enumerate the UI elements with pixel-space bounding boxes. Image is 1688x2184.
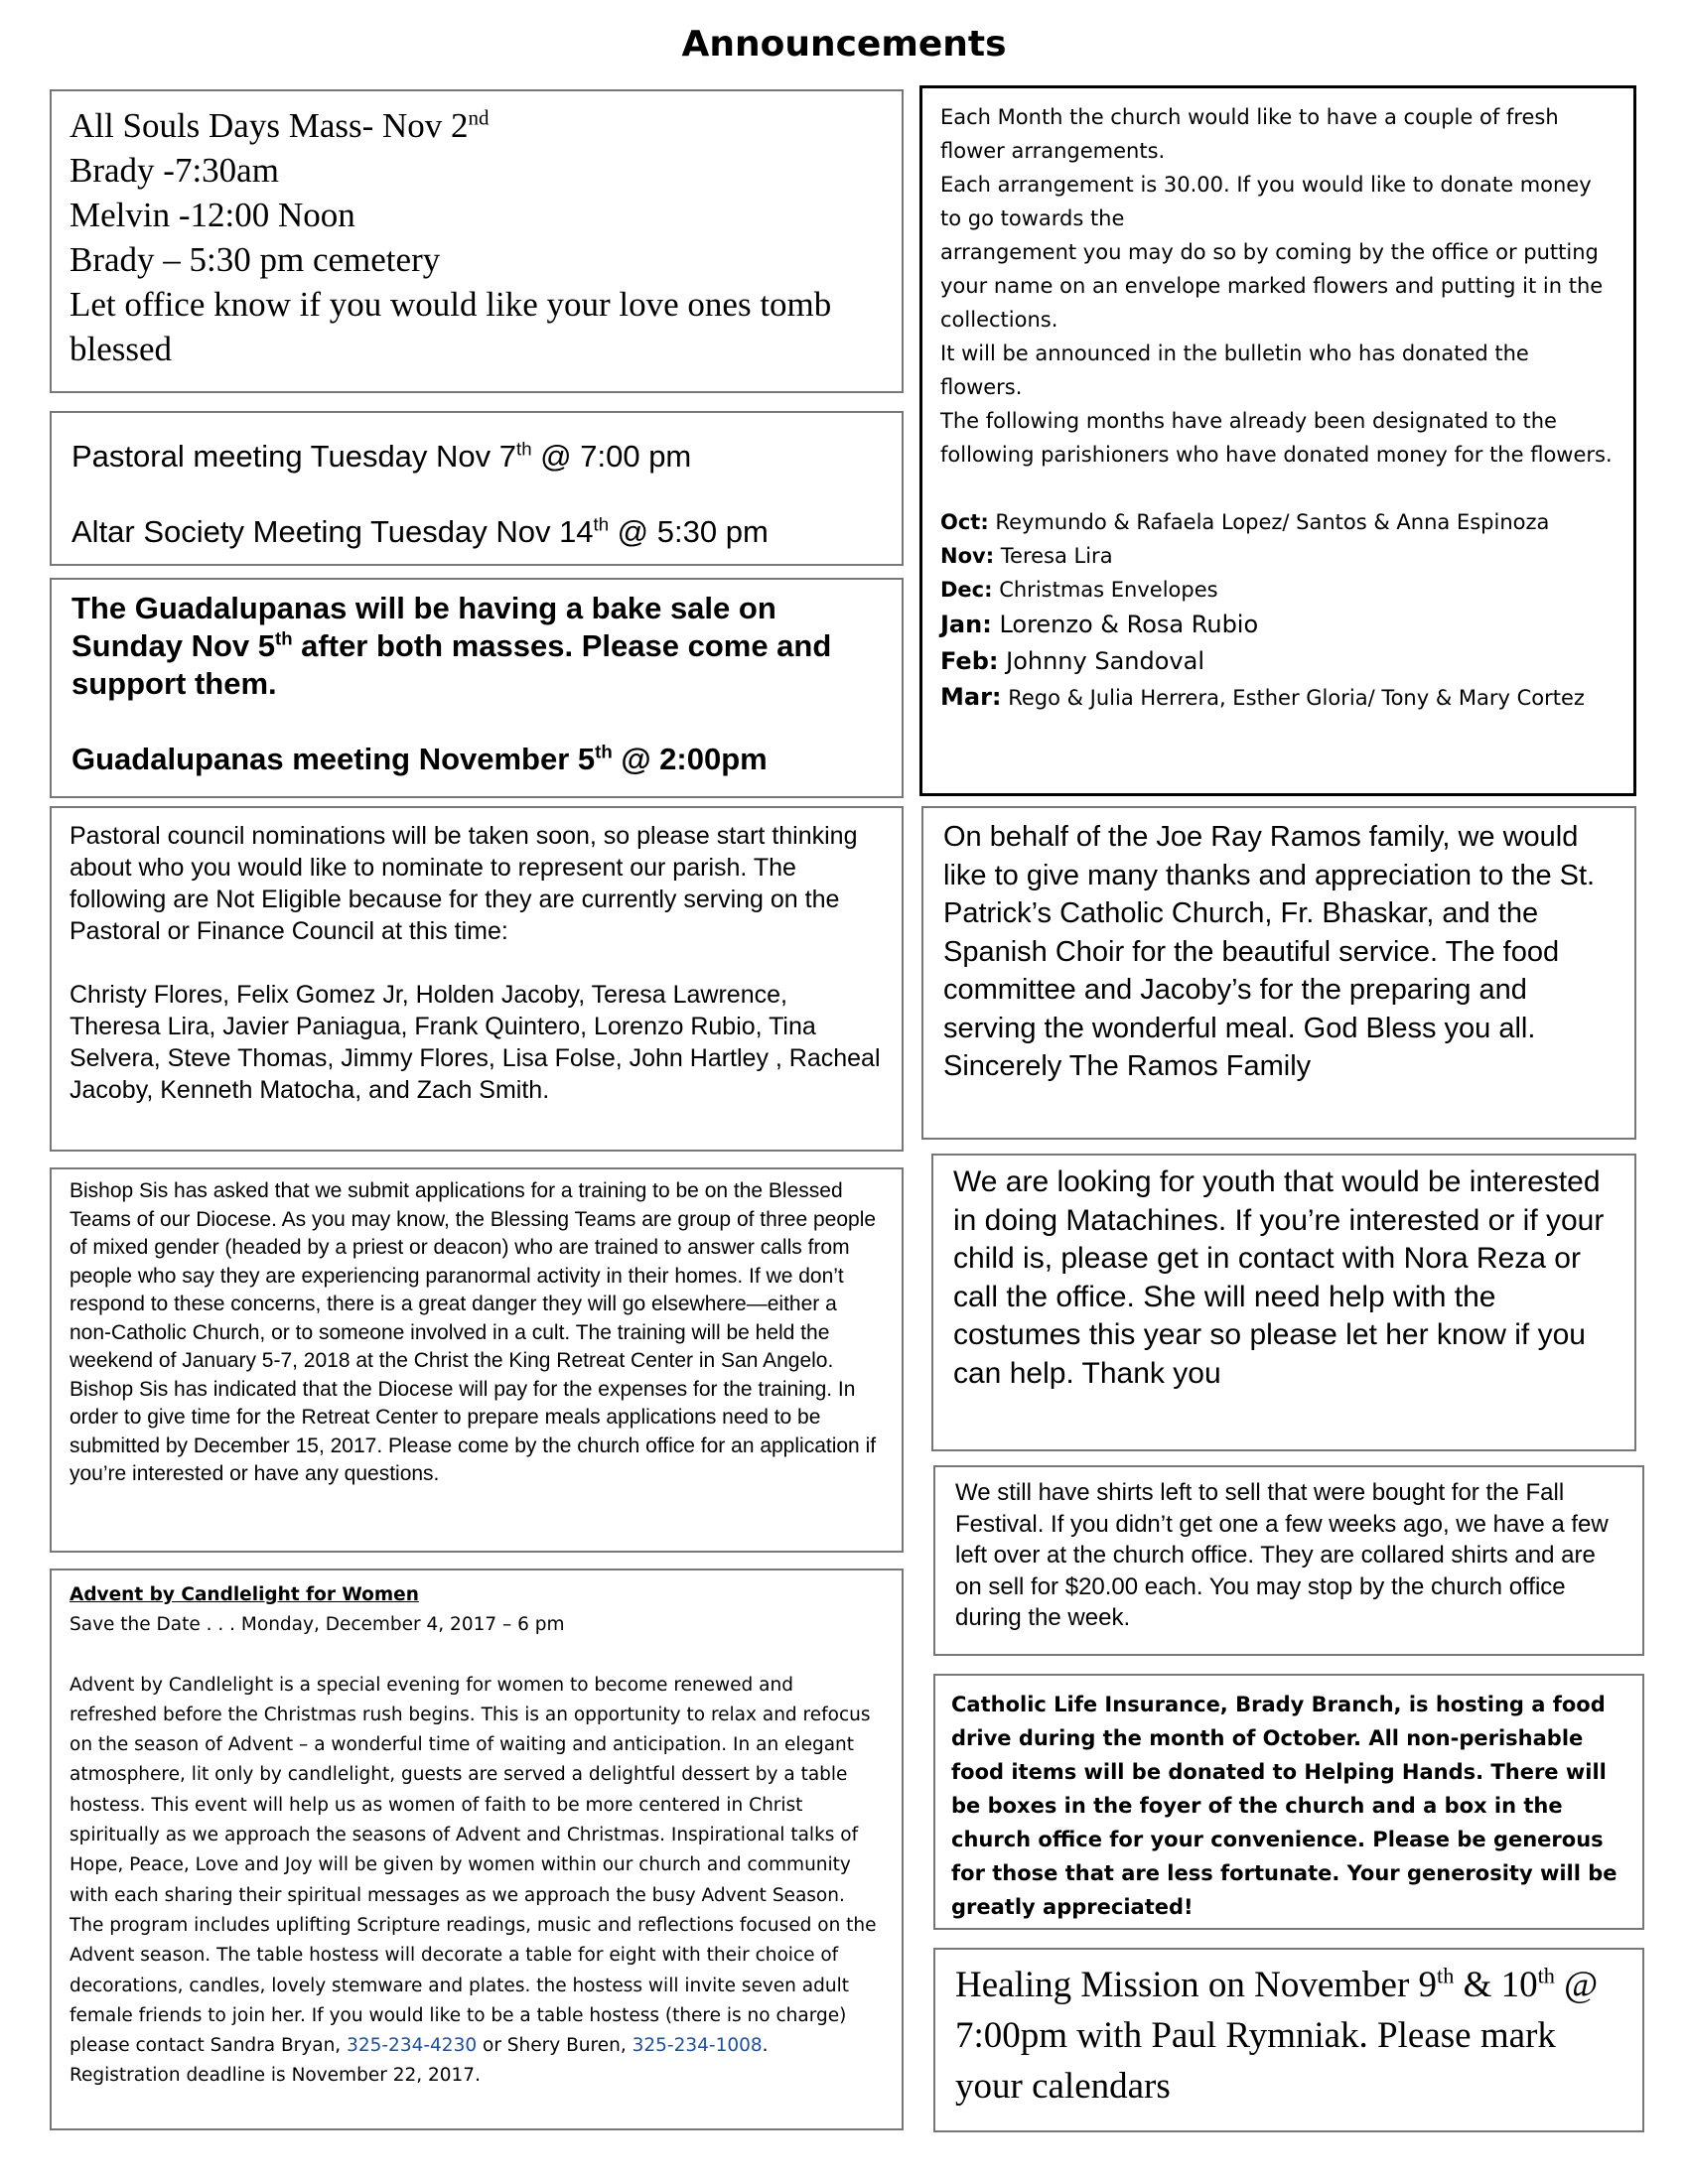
advent-heading: Advent by Candlelight for Women — [70, 1584, 419, 1605]
council-names: Christy Flores, Felix Gomez Jr, Holden Jacoby, Teresa Lawrence, Theresa Lira, Javier Paniagua, Frank Quintero, Lorenzo Rubio, Tina Selvera, Steve Thomas, Jimmy Flores, Lisa Folse, John Hartley , Racheal Jacoby, Kenneth Matocha, and Zach Smith. — [70, 981, 881, 1104]
flowers-paragraph: It will be announced in the bulletin who has donated the flowers. — [940, 341, 1529, 399]
flowers-paragraph: Each arrangement is 30.00. If you would like to donate money to go towards the — [940, 173, 1592, 230]
guadalupanas-box — [50, 578, 904, 798]
council-nominations-box — [50, 806, 904, 1152]
healing-mission-box — [933, 1948, 1644, 2132]
meetings-box — [50, 411, 904, 566]
ramos-family-box — [921, 806, 1636, 1140]
guadalupanas-meeting: Guadalupanas meeting November 5th @ 2:00pm — [71, 741, 768, 776]
council-intro: Pastoral council nominations will be taken soon, so please start thinking about who you would like to nominate to represent our parish. The following are Not Eligible because for they are currently serving on the Pastoral or Finance Council at this time: — [70, 822, 858, 945]
all-souls-line: Brady -7:30am — [70, 151, 279, 190]
advent-box — [50, 1569, 904, 2130]
shirts-text: We still have shirts left to sell that were bought for the Fall Festival. If you didn’t get one a few weeks ago, we have a few left over at the church office. They are collared shirts and are on sell for $20.00 each. You may stop by the church office during the week. — [955, 1479, 1609, 1631]
flowers-paragraph: arrangement you may do so by coming by the office or putting your name on an envelope marked flowers and putting it in the collections. — [940, 240, 1604, 332]
all-souls-line: Let office know if you would like your love ones tomb blessed — [70, 285, 832, 368]
ramos-family-text: On behalf of the Joe Ray Ramos family, we would like to give many thanks and appreciation to the St. Patrick’s Catholic Church, Fr. Bhaskar, and the Spanish Choir for the beautiful service. The food committee and Jacoby’s for the preparing and serving the wonderful meal. God Bless you all. Sincerely The Ramos Family — [943, 821, 1596, 1082]
advent-save-date: Save the Date . . . Monday, December 4, 2017 – 6 pm — [70, 1614, 565, 1636]
month-entry: Jan: Lorenzo & Rosa Rubio — [940, 611, 1259, 638]
phone-link[interactable]: 325-234-1008 — [632, 2035, 763, 2057]
matachines-text: We are looking for youth that would be interested in doing Matachines. If you’re interested or if your child is, please get in contact with Nora Reza or call the office. She will need help with the costumes this year so please let her know if you can help. Thank you — [953, 1165, 1605, 1390]
shirts-box — [933, 1465, 1644, 1656]
matachines-box — [931, 1154, 1636, 1451]
all-souls-box — [50, 89, 904, 393]
phone-link[interactable]: 325-234-4230 — [347, 2035, 478, 2057]
blessing-teams-text: Bishop Sis has asked that we submit applications for a training to be on the Blessed Teams of our Diocese. As you may know, the Blessing Teams are group of three people of mixed gender (headed by a priest or deacon) who are trained to answer calls from people who say they are experiencing paranormal activity in their homes. If we don’t respond to these concerns, there is a great danger they will go elsewhere—either a non-Catholic Church, or to someone involved in a cult. The training will be held the weekend of January 5-7, 2018 at the Christ the King Retreat Center in San Angelo. Bishop Sis has indicated that the Diocese will pay for the expenses for the training. In order to give time for the Retreat Center to prepare meals applications need to be submitted by December 15, 2017. Please come by the church office for an application if you’re interested or have any questions. — [70, 1179, 877, 1485]
pastoral-meeting: Pastoral meeting Tuesday Nov 7th @ 7:00 pm — [71, 438, 692, 474]
month-entry: Dec: Christmas Envelopes — [940, 578, 1218, 602]
month-entry: Mar: Rego & Julia Herrera, Esther Gloria/ Tony & Mary Cortez — [940, 683, 1585, 711]
month-entry: Nov: Teresa Lira — [940, 544, 1113, 568]
month-entry: Oct: Reymundo & Rafaela Lopez/ Santos & Anna Espinoza — [940, 510, 1550, 534]
page-title: Announcements — [681, 24, 1007, 65]
month-entry: Feb: Johnny Sandoval — [940, 647, 1204, 675]
altar-society-meeting: Altar Society Meeting Tuesday Nov 14th @ 5:30 pm — [71, 513, 769, 549]
blessing-teams-box — [50, 1167, 904, 1553]
food-drive-text: Catholic Life Insurance, Brady Branch, is hosting a food drive during the month of October. All non-perishable food items will be donated to Helping Hands. There will be boxes in the foyer of the church and a box in the church office for your convenience. Please be generous for those that are less fortunate. Your generosity will be greatly appreciated! — [951, 1693, 1618, 1919]
healing-mission-text: Healing Mission on November 9th & 10th @ 7:00pm with Paul Rymniak. Please mark your calendars — [955, 1963, 1599, 2107]
food-drive-box — [933, 1674, 1644, 1930]
flowers-box — [919, 85, 1636, 796]
advent-body: Advent by Candlelight is a special evening for women to become renewed and refreshed before the Christmas rush begins. This is an opportunity to relax and refocus on the season of Advent – a wonderful time of waiting and anticipation. In an elegant atmosphere, lit only by candlelight, guests are served a delightful dessert by a table hostess. This event will help us as women of faith to be more centered in Christ spiritually as we approach the seasons of Advent and Christmas. Inspirational talks of Hope, Peace, Love and Joy will be given by women within our church and community with each sharing their spiritual messages as we approach the busy Advent Season. The program includes uplifting Scripture readings, music and reflections focused on the Advent season. The table hostess will decorate a table for eight with their choice of decorations, candles, lovely stemware and plates. the hostess will invite seven adult female friends to join her. If you would like to be a table hostess (there is no charge) please contact Sandra Bryan, 325-234-4230 or Shery Buren, 325-234-1008. Registration deadline is November 22, 2017. — [70, 1674, 877, 2087]
all-souls-line: Brady – 5:30 pm cemetery — [70, 240, 441, 279]
flowers-paragraph: The following months have already been designated to the following parishioners who have donated money for the flowers. — [940, 409, 1613, 467]
all-souls-heading: All Souls Days Mass- Nov 2nd — [70, 105, 490, 145]
flowers-paragraph: Each Month the church would like to have a couple of fresh flower arrangements. — [940, 105, 1559, 163]
bake-sale-notice: The Guadalupanas will be having a bake sale on Sunday Nov 5th after both masses. Please come and support them. — [71, 591, 832, 701]
all-souls-line: Melvin -12:00 Noon — [70, 196, 355, 234]
